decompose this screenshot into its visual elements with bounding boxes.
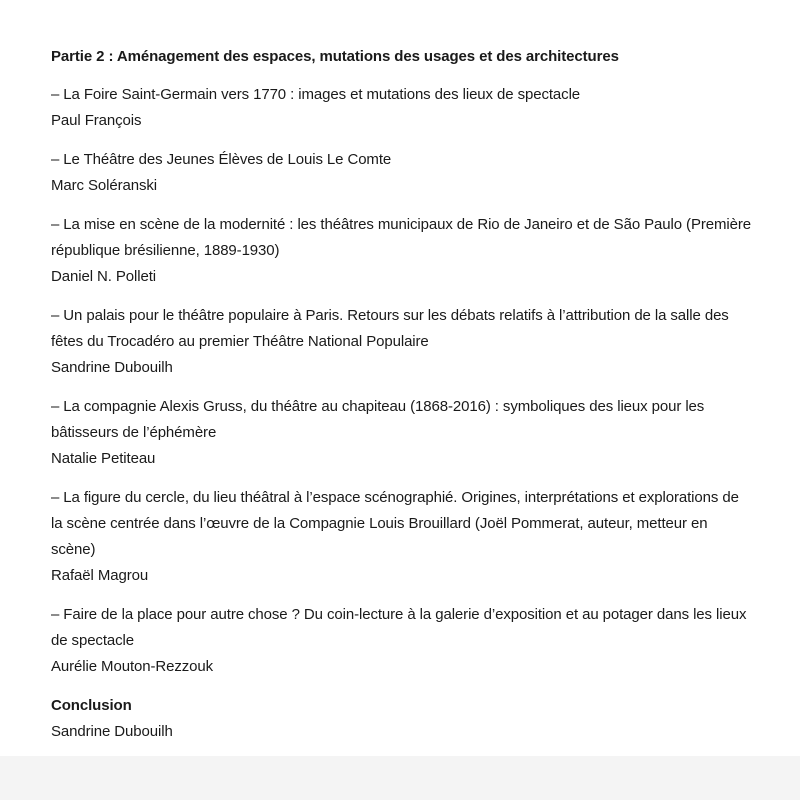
part-title: Partie 2 : Aménagement des espaces, mutations des usages et des architectures [51,48,619,65]
toc-entry [51,212,751,290]
entry-title: – Le Théâtre des Jeunes Élèves de Louis Le Comte [51,151,392,168]
toc-entry [51,485,751,589]
entry-author: Sandrine Dubouilh [51,359,173,376]
toc-entry [51,303,751,381]
conclusion-entry [51,693,751,745]
entry-title: – Un palais pour le théâtre populaire à Paris. Retours sur les débats relatifs à l’attribution de la salle des fêtes du Trocadéro au premier Théâtre National Populaire [51,307,729,350]
entry-title: – La figure du cercle, du lieu théâtral à l’espace scénographié. Origines, interprétations et explorations de la scène centrée dans l’œuvre de la Compagnie Louis Brouillard (Joël Pommerat, auteur, metteur en scène) [51,489,739,558]
toc-entry [51,82,751,134]
entry-title: – La Foire Saint-Germain vers 1770 : images et mutations des lieux de spectacle [51,86,581,103]
entry-title: – Faire de la place pour autre chose ? Du coin-lecture à la galerie d’exposition et au potager dans les lieux de spectacle [51,606,747,649]
entry-author: Daniel N. Polleti [51,268,157,285]
entry-author: Aurélie Mouton-Rezzouk [51,658,214,675]
toc-entry [51,394,751,472]
conclusion-title: Conclusion [51,697,132,714]
toc-entry [51,602,751,680]
entry-author: Paul François [51,112,142,129]
entry-author: Marc Soléranski [51,177,158,194]
entry-title: – La compagnie Alexis Gruss, du théâtre au chapiteau (1868-2016) : symboliques des lieux pour les bâtisseurs de l’éphémère [51,398,705,441]
entry-author: Natalie Petiteau [51,450,156,467]
entry-title: – La mise en scène de la modernité : les théâtres municipaux de Rio de Janeiro et de São Paulo (Première république brésilienne, 1889-1930) [51,216,751,259]
toc-entry [51,147,751,199]
page-bottom-band [0,756,800,800]
entry-author: Rafaël Magrou [51,567,149,584]
conclusion-author: Sandrine Dubouilh [51,723,173,740]
table-of-contents [51,44,751,758]
